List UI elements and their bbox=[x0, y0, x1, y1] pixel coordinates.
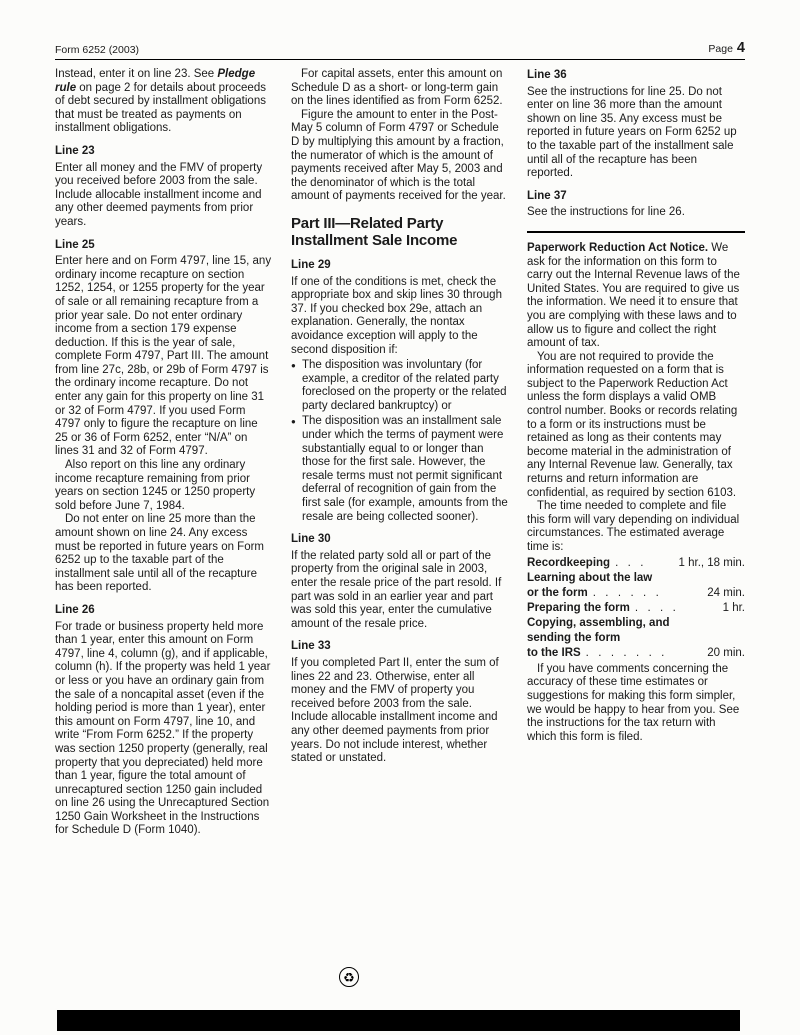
paragraph-line-25-limit: Do not enter on line 25 more than the amount shown on line 24. Any excess must be reported in future years on Form 6252 up to the taxable part of the installment sale until all of the recapture has been reported. bbox=[55, 513, 265, 594]
heading-line-25: Line 25 bbox=[55, 238, 95, 251]
heading-line-23: Line 23 bbox=[55, 144, 95, 157]
time-activity-label: Learning about the law bbox=[527, 571, 653, 584]
paragraph-continued-from-previous-page bbox=[55, 68, 273, 136]
dot-leader: . . . . . . bbox=[592, 586, 660, 599]
dot-leader: . . . bbox=[615, 556, 645, 569]
time-value: 20 min. bbox=[707, 647, 745, 660]
paragraph-line-37: See the instructions for line 26. bbox=[527, 206, 685, 219]
paragraph-post-may5: Figure the amount to enter in the Post-May 5 column of Form 4797 or Schedule D by multiplying this amount by a fraction, the numerator of which is the amount of payments received after May 5, 2003 and the denominator of which is the total amount of payments received for the year. bbox=[291, 108, 506, 203]
dot-leader: . . . . . . . bbox=[585, 647, 666, 660]
time-estimate-row bbox=[527, 572, 745, 586]
heading-line-30: Line 30 bbox=[291, 533, 331, 546]
dot-leader: . . . . bbox=[634, 601, 677, 614]
scan-edge-bar bbox=[57, 1010, 740, 1031]
paragraph-line-29: If one of the conditions is met, check the appropriate box and skip lines 30 through 37. If you checked box 29e, attach an explanation. Generally, the nontax avoidance exception will apply to the second disposition if: bbox=[291, 275, 502, 356]
bullet-icon: ● bbox=[291, 361, 296, 371]
time-estimate-row bbox=[527, 647, 745, 661]
time-activity-label: Recordkeeping bbox=[527, 556, 611, 569]
heading-line-37: Line 37 bbox=[527, 189, 567, 202]
page-number-value: 4 bbox=[736, 40, 745, 56]
recycled-paper-icon bbox=[339, 967, 359, 987]
section-divider bbox=[527, 231, 745, 233]
recycle-glyph: ♻ bbox=[343, 969, 355, 985]
paragraph-line-30: If the related party sold all or part of the property from the original sale in 2003, enter the resale price of the part resold. If part was sold in an earlier year and part was sold this year, enter the cumulative amount of the resale price. bbox=[291, 549, 502, 630]
page-content bbox=[55, 40, 745, 838]
time-estimate-row bbox=[527, 557, 745, 571]
page-number bbox=[708, 40, 745, 56]
notice-title: Paperwork Reduction Act Notice. bbox=[527, 241, 709, 254]
heading-line-33: Line 33 bbox=[291, 640, 331, 653]
time-estimate-row bbox=[527, 587, 745, 601]
text-run: Instead, enter it on line 23. See bbox=[55, 68, 218, 80]
paragraph-time-needed: The time needed to complete and file this form will vary depending on individual circumstances. The estimated average time is: bbox=[527, 500, 740, 553]
paragraph-capital-assets: For capital assets, enter this amount on Schedule D as a short- or long-term gain on the lines identified as from Form 6252. bbox=[291, 68, 503, 108]
bullet-text: The disposition was involuntary (for example, a creditor of the related party foreclosed on the property or the related party declared bankruptcy) or bbox=[302, 359, 507, 412]
paragraph-comments: If you have comments concerning the accuracy of these time estimates or suggestions for making this form simpler, we would be happy to hear from you. See the instructions for the tax return with which this form is filed. bbox=[527, 662, 740, 743]
text-run: We ask for the information on this form to carry out the Internal Revenue laws of the United States. You are required to give us the information. We need it to ensure that you are complying with these laws and to allow us to figure and collect the right amount of tax. bbox=[527, 241, 740, 350]
heading-line-26: Line 26 bbox=[55, 603, 95, 616]
page-word: Page bbox=[708, 43, 733, 55]
time-activity-label: or the form bbox=[527, 586, 588, 599]
time-estimate-row bbox=[527, 617, 745, 631]
column-middle bbox=[291, 68, 509, 838]
bullet-item-installment-sale bbox=[291, 415, 509, 524]
column-right bbox=[527, 68, 745, 838]
bullet-text: The disposition was an installment sale under which the terms of payment were substantially equal to or longer than those for the first sale. However, the resale terms must not permit significant deferral of recognition of gain from the first sale (for example, amounts from the resale are being collected sooner). bbox=[302, 415, 508, 523]
heading-line-29: Line 29 bbox=[291, 258, 331, 271]
part-iii-heading: Part III—Related Party Installment Sale Income bbox=[291, 214, 458, 250]
time-activity-label: Copying, assembling, and bbox=[527, 616, 670, 629]
time-activity-label: to the IRS bbox=[527, 647, 581, 660]
estimated-time-list bbox=[527, 557, 745, 661]
paragraph-line-25-main: Enter here and on Form 4797, line 15, any ordinary income recapture on section 1252, 1254, or 1255 property for the year of sale or all remaining recapture from a prior year sale. Do not enter ordinary income from a section 179 expense deduction. If this is the year of sale, complete Form 4797, Part III. The amount from line 27c, 28b, or 29b of Form 4797 is the ordinary income recapture. Do not enter any gain for this property on line 31 or 32 of Form 4797. If you used Form 4797 only to figure the recapture on line 25 or 36 of Form 6252, enter “N/A” on lines 31 and 32 of Form 4797. bbox=[55, 255, 272, 458]
time-activity-label: sending the form bbox=[527, 632, 621, 645]
time-value: 24 min. bbox=[707, 586, 745, 599]
three-column-layout bbox=[55, 68, 745, 838]
text-run: on page 2 for details about proceeds of debt secured by installment obligations that must be treated as payments on installment obligations. bbox=[55, 81, 266, 135]
paragraph-not-required: You are not required to provide the information requested on a form that is subject to the Paperwork Reduction Act unless the form displays a valid OMB control number. Books or records relating to a form or its instructions must be retained as long as their contents may become material in the administration of any Internal Revenue law. Generally, tax returns and return information are confidential, as required by section 6103. bbox=[527, 350, 738, 499]
bullet-icon: ● bbox=[291, 417, 296, 427]
pledge-rule-reference: Pledge rule bbox=[55, 68, 256, 94]
time-value: 1 hr. bbox=[722, 601, 745, 614]
time-estimate-row bbox=[527, 632, 745, 646]
time-estimate-row bbox=[527, 602, 745, 616]
time-value: 1 hr., 18 min. bbox=[678, 556, 745, 569]
form-id-label: Form 6252 (2003) bbox=[55, 44, 140, 56]
bullet-item-involuntary bbox=[291, 359, 509, 413]
column-left bbox=[55, 68, 273, 838]
time-activity-label: Preparing the form bbox=[527, 601, 630, 614]
heading-line-36: Line 36 bbox=[527, 69, 567, 81]
paperwork-reduction-act-notice bbox=[527, 242, 745, 351]
paragraph-line-25-also-report: Also report on this line any ordinary income recapture remaining from prior years on section 1245 or 1250 property sold before June 7, 1984. bbox=[55, 459, 256, 512]
page-header bbox=[55, 40, 745, 60]
paragraph-line-26: For trade or business property held more than 1 year, enter this amount on Form 4797, line 4, column (g), and if applicable, column (h). If the property was held 1 year or less or you have an ordinary gain from the sale of a noncapital asset (even if the holding period is more than 1 year), enter this amount on Form 4797, line 10, and write “From Form 6252.” If the property was section 1250 property (generally, real property that you depreciated) held more than 1 year, figure the total amount of unrecaptured section 1250 gain included on line 26 using the Unrecaptured Section 1250 Gain Worksheet in the Instructions for Schedule D (Form 1040). bbox=[55, 620, 271, 837]
paragraph-line-23: Enter all money and the FMV of property you received before 2003 from the sale. Include allocable installment income and any other deemed payments from prior years. bbox=[55, 161, 263, 228]
paragraph-line-36: See the instructions for line 25. Do not enter on line 36 more than the amount shown on line 35. Any excess must be reported in future years on Form 6252 up to the taxable part of the installment sale until all of the recapture has been reported. bbox=[527, 85, 737, 180]
paragraph-line-33: If you completed Part II, enter the sum of lines 22 and 23. Otherwise, enter all money and the FMV of property you received before 2003 from the sale. Include allocable installment income and any other deemed payments from prior years. Do not include interest, whether stated or unstated. bbox=[291, 656, 499, 765]
